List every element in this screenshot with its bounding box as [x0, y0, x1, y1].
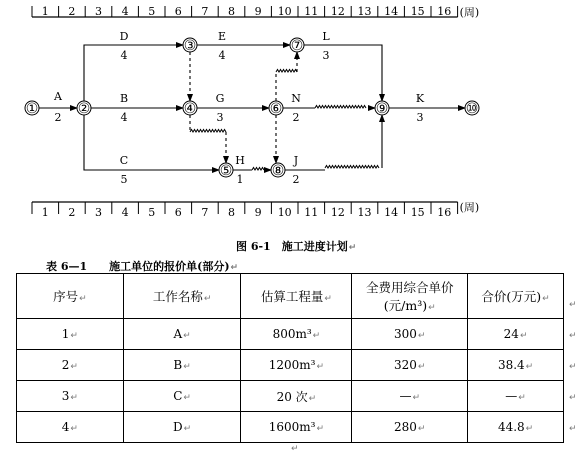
table-cell: B↵	[123, 350, 241, 381]
table-cell: 38.4↵	[468, 350, 564, 381]
table-cell: 300↵	[352, 319, 468, 350]
table-row	[17, 381, 564, 412]
node-1-label: ①	[25, 101, 39, 117]
top-scale-tick-label: 6	[174, 5, 182, 18]
top-scale-tick-label: 16	[437, 5, 452, 18]
activity-H-name: H	[235, 154, 245, 167]
return-mark: ↵	[569, 331, 577, 341]
return-mark: ↵	[291, 444, 299, 454]
top-scale-tick-label: 5	[148, 5, 156, 18]
return-mark: ↵	[569, 300, 577, 310]
activity-H-duration: 1	[236, 173, 244, 186]
node-5-label: ⑤	[219, 163, 233, 179]
header-line: (元/m³)↵	[383, 298, 436, 313]
activity-G-duration: 3	[216, 111, 224, 124]
table-cell: 4↵	[17, 412, 124, 443]
arrow-C	[84, 115, 219, 170]
top-scale-tick-label: 3	[95, 5, 102, 18]
return-mark: ↵	[569, 393, 577, 403]
bottom-scale-tick-label: 11	[304, 206, 319, 219]
activity-E-name: E	[217, 30, 227, 43]
arrow-D	[84, 45, 183, 101]
table-cell: C↵	[123, 381, 241, 412]
top-scale-tick-label: 2	[68, 5, 76, 18]
quotation-table	[16, 273, 564, 443]
bottom-scale-tick-label: 2	[68, 206, 76, 219]
table-cell: 1200m³↵	[241, 350, 352, 381]
activity-B-duration: 4	[120, 111, 128, 124]
arrow-L	[304, 45, 382, 101]
bottom-scale-tick-label: 9	[254, 206, 262, 219]
top-scale-tick-label: 8	[228, 5, 235, 18]
bottom-scale-tick-label: 15	[410, 206, 425, 219]
table-cell: 280↵	[352, 412, 468, 443]
activity-K-name: K	[415, 92, 425, 105]
arrow-J-wave	[325, 166, 379, 169]
activity-A-name: A	[54, 90, 62, 103]
table-row	[17, 412, 564, 443]
activity-D-duration: 4	[120, 49, 128, 62]
bottom-scale-tick-label: 5	[148, 206, 156, 219]
top-time-scale	[32, 5, 479, 19]
activity-G-name: G	[215, 92, 225, 105]
top-scale-tick-label: 14	[384, 5, 399, 18]
bottom-scale-tick-label: 8	[228, 206, 235, 219]
arrow-H-wave	[252, 168, 264, 171]
bottom-scale-tick-label: 12	[330, 206, 345, 219]
dummy-6-7-wave	[276, 70, 297, 73]
activity-arrows	[39, 45, 465, 170]
bottom-scale-tick-label: 3	[95, 206, 102, 219]
activity-J-name: J	[293, 154, 299, 167]
activity-N-name: N	[291, 92, 301, 105]
node-2-label: ②	[77, 101, 91, 117]
top-scale-tick-label: 4	[121, 5, 129, 18]
node-10-label: ⑩	[465, 101, 479, 117]
top-scale-unit-label: (周)	[459, 6, 480, 19]
dummy-4-5-wave	[190, 130, 226, 133]
activity-C-name: C	[119, 154, 129, 167]
top-scale-tick-label: 1	[41, 5, 49, 18]
header-line: 全费用综合单价	[365, 280, 454, 295]
table-cell: 1↵	[17, 319, 124, 350]
bottom-scale-tick-label: 7	[201, 206, 209, 219]
node-9-label: ⑨	[375, 101, 389, 117]
activity-N-duration: 2	[292, 111, 300, 124]
table-cell: 2↵	[17, 350, 124, 381]
table-cell: 800m³↵	[241, 319, 352, 350]
table-cell: —↵	[468, 381, 564, 412]
bottom-scale-tick-label: 6	[174, 206, 182, 219]
activity-E-duration: 4	[218, 49, 226, 62]
node-8-label: ⑧	[271, 163, 285, 179]
table-cell: 1600m³↵	[241, 412, 352, 443]
table-row	[17, 350, 564, 381]
table-cell: 44.8↵	[468, 412, 564, 443]
activity-B-name: B	[119, 92, 129, 105]
top-scale-tick-label: 15	[410, 5, 425, 18]
node-7-label: ⑦	[290, 38, 304, 54]
bottom-scale-unit-label: (周)	[459, 201, 480, 214]
top-scale-tick-label: 11	[304, 5, 319, 18]
activity-A-duration: 2	[54, 111, 62, 124]
table-cell: —↵	[352, 381, 468, 412]
activity-C-duration: 5	[120, 173, 128, 186]
bottom-scale-tick-label: 10	[277, 206, 292, 219]
activity-D-name: D	[119, 30, 129, 43]
activity-K-duration: 3	[416, 111, 424, 124]
bottom-scale-tick-label: 16	[437, 206, 452, 219]
table-row	[17, 319, 564, 350]
arrow-N-wave	[315, 106, 366, 109]
table-cell: 3↵	[17, 381, 124, 412]
return-mark: ↵	[569, 424, 577, 434]
bottom-scale-tick-label: 4	[121, 206, 129, 219]
node-4-label: ④	[183, 101, 197, 117]
activity-L-name: L	[322, 30, 330, 43]
header-cell: 合价(万元)↵	[468, 274, 564, 319]
bottom-time-scale	[32, 201, 479, 219]
node-6-label: ⑥	[269, 101, 283, 117]
top-scale-tick-label: 13	[357, 5, 372, 18]
table-cell: A↵	[123, 319, 241, 350]
table-cell: 24↵	[468, 319, 564, 350]
header-cell: 序号↵	[17, 274, 124, 319]
bottom-scale-tick-label: 1	[41, 206, 49, 219]
header-cell: 估算工程量↵	[241, 274, 352, 319]
table-cell: D↵	[123, 412, 241, 443]
table-header-row	[17, 274, 564, 319]
table-cell: 20 次↵	[241, 381, 352, 412]
activity-L-duration: 3	[322, 49, 330, 62]
top-scale-tick-label: 10	[277, 5, 292, 18]
header-cell: 工作名称↵	[123, 274, 241, 319]
figure-caption: 图 6-1 施工进度计划↵	[236, 240, 357, 253]
header-cell	[352, 274, 468, 319]
table-caption: 表 6—1 施工单位的报价单(部分)↵	[46, 260, 239, 273]
top-scale-tick-label: 9	[254, 5, 262, 18]
bottom-scale-tick-label: 13	[357, 206, 372, 219]
table-cell: 320↵	[352, 350, 468, 381]
top-scale-tick-label: 7	[201, 5, 209, 18]
activity-J-duration: 2	[292, 173, 300, 186]
node-3-label: ③	[183, 38, 197, 54]
return-mark: ↵	[569, 362, 577, 372]
bottom-scale-tick-label: 14	[384, 206, 399, 219]
top-scale-tick-label: 12	[330, 5, 345, 18]
